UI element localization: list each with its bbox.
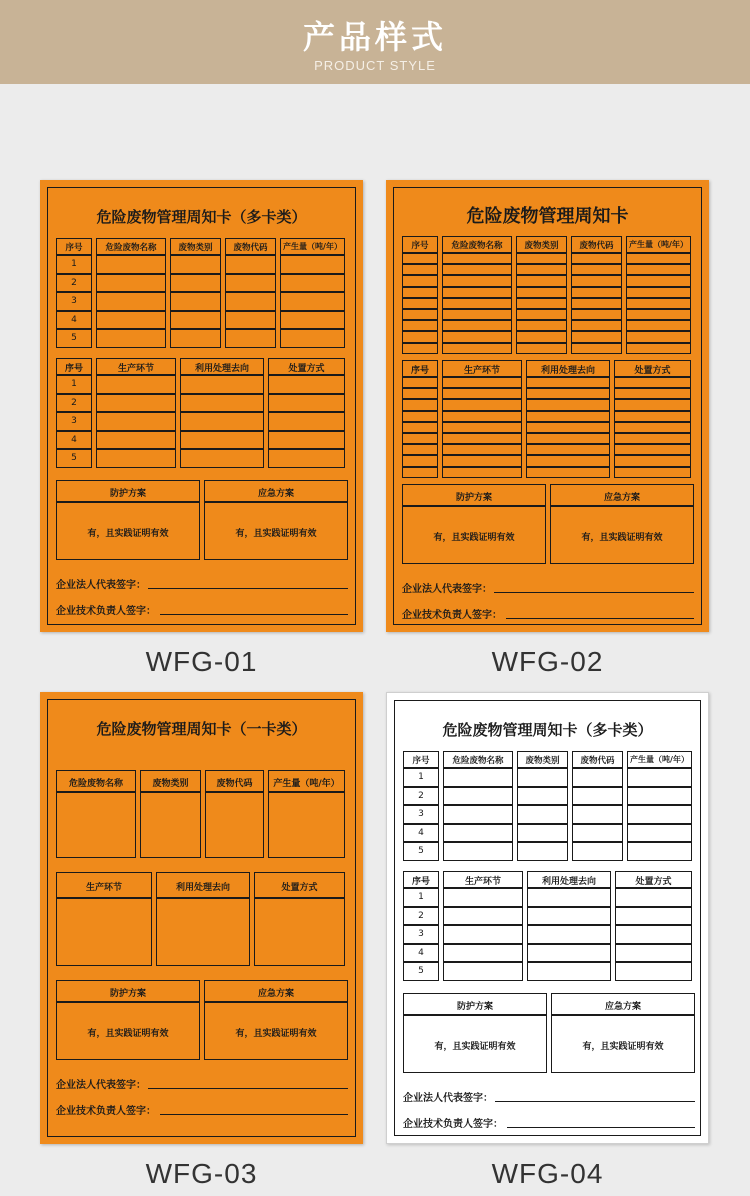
table1-cell xyxy=(96,292,166,311)
table2-cell xyxy=(443,888,523,907)
section-subtitle: PRODUCT STYLE xyxy=(314,58,436,73)
table1-cell xyxy=(516,309,567,320)
table2-cell xyxy=(442,444,522,455)
table1-cell xyxy=(402,343,438,354)
table1-cell xyxy=(516,298,567,309)
table1-cell xyxy=(627,842,692,861)
table1-cell xyxy=(442,343,512,354)
table1-cell xyxy=(571,298,622,309)
table2-header-label: 生产环节 xyxy=(85,883,122,893)
table2-cell xyxy=(443,944,523,963)
table2-cell xyxy=(615,888,692,907)
table2-cell xyxy=(402,411,438,422)
table2-cell xyxy=(614,411,691,422)
table2-cell xyxy=(96,375,176,394)
table2-cell xyxy=(268,412,345,431)
table2-header-label: 序号 xyxy=(410,366,429,376)
plan-emergency-text: 有，且实践证明有效 xyxy=(581,533,663,543)
sig-legal-line xyxy=(148,1088,348,1089)
table1-cell xyxy=(280,255,345,274)
plan-emergency-text: 有，且实践证明有效 xyxy=(582,1042,664,1052)
table1-cell xyxy=(626,253,691,264)
table2-cell xyxy=(527,925,611,944)
table1-cell xyxy=(627,824,692,843)
row-number: 2 xyxy=(418,910,424,921)
table1-header-label: 废物类别 xyxy=(524,241,559,251)
table2-cell xyxy=(180,449,264,468)
table1-cell xyxy=(443,805,513,824)
table1-header-label: 废物类别 xyxy=(178,243,213,253)
table1-cell xyxy=(517,824,568,843)
table2-header-label: 生产环节 xyxy=(117,364,154,374)
table1-cell xyxy=(402,320,438,331)
table2-header-label: 处置方式 xyxy=(635,877,672,887)
sig-legal-label: 企业法人代表签字： xyxy=(56,1080,146,1091)
sig-legal-label: 企业法人代表签字： xyxy=(402,584,492,595)
row-number: 3 xyxy=(418,809,424,820)
row-number: 2 xyxy=(418,790,424,801)
table1-cell xyxy=(170,274,221,293)
table1-cell xyxy=(170,255,221,274)
product-card xyxy=(386,692,709,1144)
product-card xyxy=(40,692,363,1144)
product-code: WFG-04 xyxy=(491,1158,604,1189)
table2-header-label: 利用处理去向 xyxy=(541,877,596,887)
table1-header-label: 危险废物名称 xyxy=(451,241,503,251)
table1-cell xyxy=(571,320,622,331)
table1-cell xyxy=(627,768,692,787)
table1-cell xyxy=(571,331,622,342)
row-number: 4 xyxy=(71,314,77,325)
table1-cell xyxy=(96,311,166,330)
table2-header-label: 处置方式 xyxy=(634,366,671,376)
plan-emergency-text: 有，且实践证明有效 xyxy=(235,1029,317,1039)
table2-cell xyxy=(527,962,611,981)
plan-emergency-label: 应急方案 xyxy=(603,493,640,503)
table2-cell xyxy=(96,449,176,468)
table2-cell xyxy=(614,422,691,433)
table2-cell xyxy=(442,411,522,422)
table1-cell xyxy=(225,274,276,293)
table1-header-label: 产生量（吨/年） xyxy=(273,779,340,789)
table1-cell xyxy=(516,320,567,331)
table1-cell xyxy=(571,309,622,320)
table2-cell xyxy=(614,455,691,466)
table1-cell xyxy=(626,287,691,298)
table1-cell xyxy=(442,253,512,264)
table1-header-label: 废物代码 xyxy=(579,241,614,251)
table1-cell xyxy=(517,787,568,806)
table1-cell xyxy=(442,264,512,275)
table2-header-label: 处置方式 xyxy=(288,364,325,374)
table1-cell xyxy=(443,787,513,806)
table1-cell xyxy=(170,311,221,330)
sig-tech-label: 企业技术负责人签字： xyxy=(56,1106,156,1117)
plan-emergency-text: 有，且实践证明有效 xyxy=(235,529,317,539)
table1-cell xyxy=(402,298,438,309)
sig-legal-line xyxy=(148,588,348,589)
table1-body-cell xyxy=(140,792,201,858)
table1-cell xyxy=(516,343,567,354)
table1-body-cell xyxy=(56,792,136,858)
table2-header-label: 生产环节 xyxy=(464,877,501,887)
table2-cell xyxy=(615,925,692,944)
table1-cell xyxy=(402,331,438,342)
table2-cell xyxy=(402,399,438,410)
table1-cell xyxy=(442,331,512,342)
row-number: 1 xyxy=(71,379,77,389)
section-title: 产品样式 xyxy=(302,18,447,56)
plan-emergency-label: 应急方案 xyxy=(257,489,294,499)
table1-cell xyxy=(571,264,622,275)
table2-cell xyxy=(614,433,691,444)
table2-cell xyxy=(526,433,610,444)
card-title: 危险废物管理周知卡（多卡类） xyxy=(96,208,307,226)
row-number: 5 xyxy=(71,333,77,344)
product-code: WFG-02 xyxy=(491,646,604,677)
sig-legal-line xyxy=(495,1101,695,1102)
table1-header-label: 序号 xyxy=(412,756,430,766)
card-title: 危险废物管理周知卡（一卡类） xyxy=(96,720,307,738)
table2-header-label: 利用处理去向 xyxy=(175,883,230,893)
table1-cell xyxy=(280,292,345,311)
table2-cell xyxy=(402,467,438,478)
table1-cell xyxy=(517,842,568,861)
table2-cell xyxy=(442,455,522,466)
table2-cell xyxy=(526,455,610,466)
plan-protect-label: 防护方案 xyxy=(456,1002,493,1012)
table1-cell xyxy=(572,842,623,861)
table2-cell xyxy=(615,944,692,963)
table2-cell xyxy=(443,925,523,944)
table1-cell xyxy=(626,298,691,309)
table1-cell xyxy=(572,768,623,787)
table2-cell xyxy=(442,377,522,388)
table1-cell xyxy=(225,255,276,274)
table2-cell xyxy=(96,412,176,431)
table2-cell xyxy=(268,375,345,394)
table1-cell xyxy=(516,253,567,264)
section-header xyxy=(0,0,750,84)
table1-cell xyxy=(572,787,623,806)
table2-cell xyxy=(614,444,691,455)
table2-cell xyxy=(442,399,522,410)
table2-cell xyxy=(614,388,691,399)
plan-emergency-label: 应急方案 xyxy=(257,989,294,999)
table1-cell xyxy=(402,264,438,275)
table2-cell xyxy=(402,455,438,466)
table2-cell xyxy=(614,467,691,478)
table1-body-cell xyxy=(205,792,264,858)
table1-cell xyxy=(442,275,512,286)
table2-cell xyxy=(526,388,610,399)
table2-cell xyxy=(526,411,610,422)
plan-protect-label: 防护方案 xyxy=(455,493,492,503)
row-number: 2 xyxy=(71,397,77,408)
table2-body-cell xyxy=(254,898,345,966)
table1-header-label: 危险废物名称 xyxy=(452,756,504,766)
table1-cell xyxy=(626,264,691,275)
table2-cell xyxy=(442,467,522,478)
table1-cell xyxy=(626,343,691,354)
plan-protect-text: 有，且实践证明有效 xyxy=(433,533,515,543)
table2-cell xyxy=(526,399,610,410)
plan-protect-label: 防护方案 xyxy=(109,989,146,999)
sig-legal-label: 企业法人代表签字： xyxy=(56,580,146,591)
table2-cell xyxy=(402,433,438,444)
table2-cell xyxy=(526,444,610,455)
table2-cell xyxy=(527,944,611,963)
table2-cell xyxy=(402,422,438,433)
table2-cell xyxy=(402,444,438,455)
table2-cell xyxy=(180,375,264,394)
table1-cell xyxy=(402,309,438,320)
sig-tech-line xyxy=(160,1114,348,1115)
table2-cell xyxy=(442,433,522,444)
row-number: 5 xyxy=(71,453,77,464)
table1-header-label: 序号 xyxy=(411,241,429,251)
table2-cell xyxy=(96,394,176,413)
table1-header-label: 序号 xyxy=(65,243,83,253)
table2-cell xyxy=(615,907,692,926)
table1-cell xyxy=(96,274,166,293)
table1-header-label: 废物类别 xyxy=(152,779,189,789)
table2-cell xyxy=(526,422,610,433)
product-card xyxy=(386,180,709,632)
table1-cell xyxy=(280,274,345,293)
table1-header-label: 废物代码 xyxy=(216,779,253,789)
table1-header-label: 废物类别 xyxy=(525,756,560,766)
table2-cell xyxy=(526,467,610,478)
sig-legal-label: 企业法人代表签字： xyxy=(403,1093,493,1104)
table1-cell xyxy=(225,292,276,311)
row-number: 3 xyxy=(71,416,77,427)
table2-body-cell xyxy=(56,898,152,966)
table2-cell xyxy=(443,962,523,981)
table2-cell xyxy=(527,907,611,926)
table1-cell xyxy=(443,768,513,787)
table1-cell xyxy=(442,287,512,298)
table2-cell xyxy=(615,962,692,981)
table1-body-cell xyxy=(268,792,345,858)
table1-cell xyxy=(280,329,345,348)
table1-header-label: 产生量（吨/年） xyxy=(630,755,689,764)
table2-cell xyxy=(527,888,611,907)
table2-cell xyxy=(614,399,691,410)
table1-cell xyxy=(402,287,438,298)
sig-tech-label: 企业技术负责人签字： xyxy=(403,1119,503,1130)
table1-cell xyxy=(626,275,691,286)
table2-header-label: 序号 xyxy=(64,364,83,374)
sig-tech-line xyxy=(160,614,348,615)
plan-protect-text: 有，且实践证明有效 xyxy=(87,1029,169,1039)
product-code: WFG-03 xyxy=(145,1158,258,1189)
row-number: 3 xyxy=(71,296,77,307)
table2-cell xyxy=(526,377,610,388)
table1-cell xyxy=(571,287,622,298)
table2-cell xyxy=(180,394,264,413)
table1-cell xyxy=(280,311,345,330)
table2-cell xyxy=(96,431,176,450)
table1-cell xyxy=(170,329,221,348)
plan-emergency-label: 应急方案 xyxy=(604,1002,641,1012)
card-title: 危险废物管理周知卡 xyxy=(466,206,629,227)
table1-header-label: 产生量（吨/年） xyxy=(629,240,688,249)
table1-cell xyxy=(170,292,221,311)
row-number: 4 xyxy=(418,827,424,838)
table1-cell xyxy=(517,805,568,824)
row-number: 1 xyxy=(418,772,424,782)
table1-cell xyxy=(627,787,692,806)
table2-header-label: 生产环节 xyxy=(463,366,500,376)
table2-cell xyxy=(614,377,691,388)
table2-cell xyxy=(443,907,523,926)
table1-header-label: 危险废物名称 xyxy=(105,243,157,253)
table1-cell xyxy=(516,287,567,298)
table1-cell xyxy=(626,320,691,331)
table1-cell xyxy=(443,842,513,861)
table1-header-label: 危险废物名称 xyxy=(68,779,123,789)
table2-cell xyxy=(442,422,522,433)
row-number: 1 xyxy=(418,892,424,902)
row-number: 1 xyxy=(71,259,77,269)
table1-cell xyxy=(626,331,691,342)
table2-body-cell xyxy=(156,898,250,966)
table2-cell xyxy=(180,431,264,450)
table1-header-label: 废物代码 xyxy=(580,756,615,766)
row-number: 4 xyxy=(418,947,424,958)
table2-cell xyxy=(268,431,345,450)
table1-cell xyxy=(402,253,438,264)
plan-protect-label: 防护方案 xyxy=(109,489,146,499)
table1-cell xyxy=(442,320,512,331)
row-number: 5 xyxy=(418,966,424,977)
table1-cell xyxy=(571,343,622,354)
table1-cell xyxy=(516,275,567,286)
row-number: 2 xyxy=(71,277,77,288)
row-number: 3 xyxy=(418,929,424,940)
table1-cell xyxy=(572,805,623,824)
product-code: WFG-01 xyxy=(145,646,258,677)
table2-cell xyxy=(268,394,345,413)
sig-tech-line xyxy=(507,1127,695,1128)
table1-cell xyxy=(442,309,512,320)
row-number: 5 xyxy=(418,846,424,857)
table2-header-label: 处置方式 xyxy=(281,883,318,893)
plan-protect-text: 有，且实践证明有效 xyxy=(87,529,169,539)
table1-cell xyxy=(626,309,691,320)
table1-cell xyxy=(225,311,276,330)
table1-cell xyxy=(402,275,438,286)
sig-tech-label: 企业技术负责人签字： xyxy=(56,606,156,617)
table2-cell xyxy=(402,377,438,388)
table1-cell xyxy=(572,824,623,843)
sig-tech-label: 企业技术负责人签字： xyxy=(402,610,502,621)
table1-cell xyxy=(517,768,568,787)
table1-cell xyxy=(571,253,622,264)
table2-header-label: 序号 xyxy=(411,877,430,887)
table1-cell xyxy=(96,329,166,348)
table2-header-label: 利用处理去向 xyxy=(194,364,249,374)
table2-cell xyxy=(180,412,264,431)
product-card xyxy=(40,180,363,632)
table1-cell xyxy=(571,275,622,286)
card-title: 危险废物管理周知卡（多卡类） xyxy=(442,721,653,739)
table1-cell xyxy=(96,255,166,274)
table1-header-label: 产生量（吨/年） xyxy=(283,242,342,251)
row-number: 4 xyxy=(71,434,77,445)
table1-cell xyxy=(225,329,276,348)
table1-cell xyxy=(516,331,567,342)
table1-header-label: 废物代码 xyxy=(233,243,268,253)
sig-legal-line xyxy=(494,592,694,593)
table2-cell xyxy=(402,388,438,399)
table1-cell xyxy=(443,824,513,843)
table1-cell xyxy=(442,298,512,309)
table2-cell xyxy=(442,388,522,399)
sig-tech-line xyxy=(506,618,694,619)
plan-protect-text: 有，且实践证明有效 xyxy=(434,1042,516,1052)
table1-cell xyxy=(627,805,692,824)
table2-header-label: 利用处理去向 xyxy=(540,366,595,376)
table2-cell xyxy=(268,449,345,468)
table1-cell xyxy=(516,264,567,275)
